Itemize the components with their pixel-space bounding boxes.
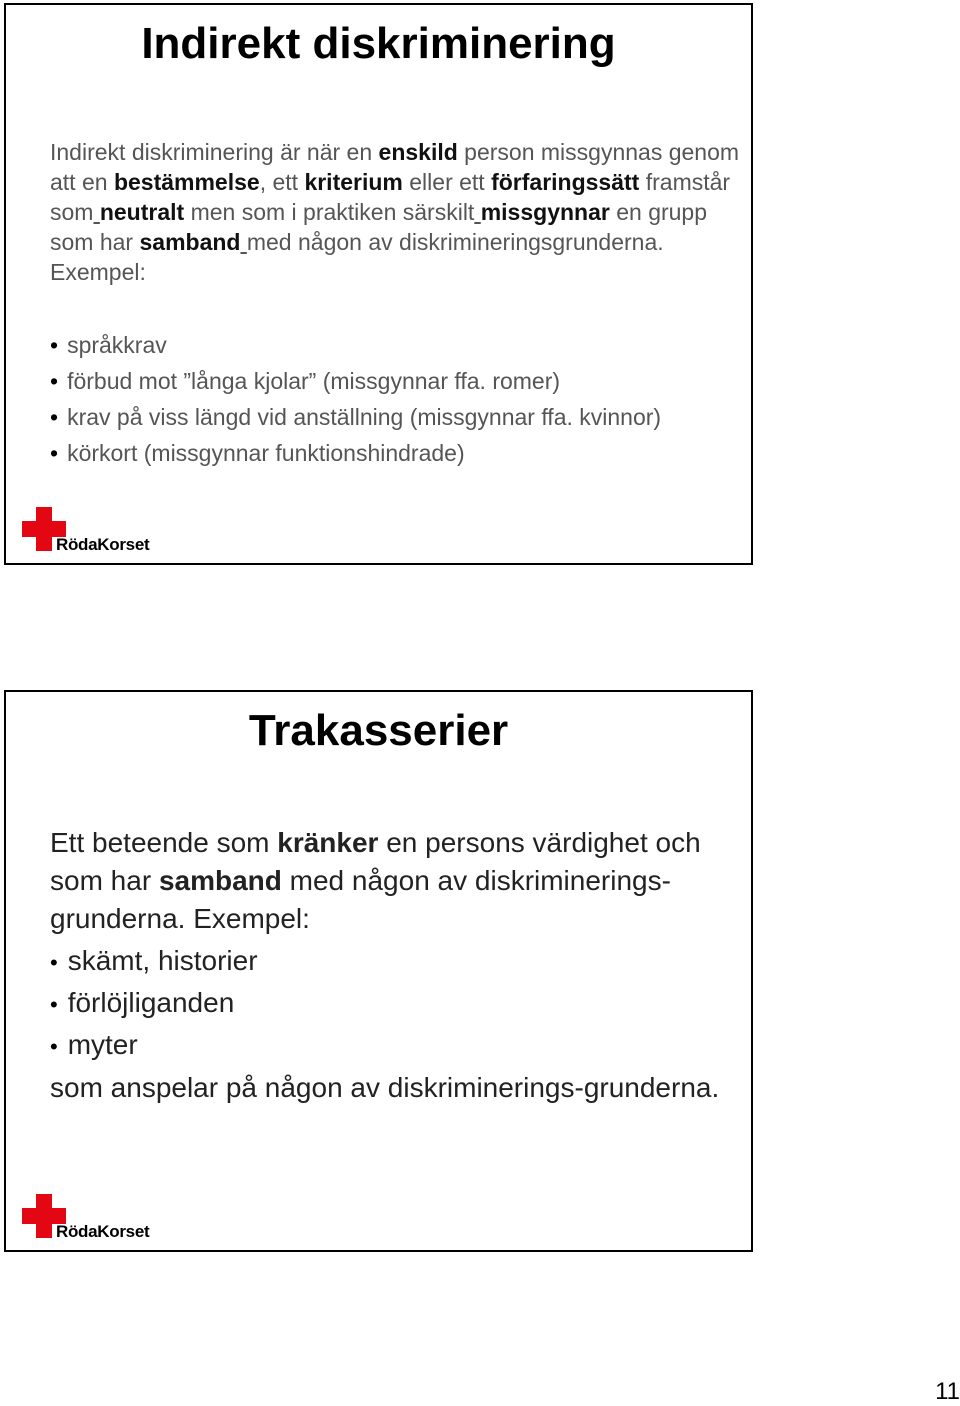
text-run-bold: samband [139, 229, 241, 255]
page-number: 11 [935, 1378, 960, 1405]
slide-title: Trakasserier [248, 706, 509, 755]
slide-trakasserier [4, 690, 753, 1252]
text-run: med någon av diskriminerings-grunderna. Exempel: [50, 865, 671, 934]
list-item: • språkkrav [50, 327, 750, 363]
list-item: • förlöjliganden [50, 982, 750, 1024]
logo-text: RödaKorset [56, 535, 150, 554]
text-run-bold: bestämmelse [113, 169, 260, 195]
list-item: • körkort (missgynnar funktionshindrade) [50, 435, 750, 471]
text-run-bold: missgynnar [480, 199, 610, 225]
example-list [50, 940, 750, 1066]
roda-korset-logo [20, 505, 160, 555]
text-run: en persons värdighet och som har [50, 827, 701, 896]
list-item: • myter [50, 1024, 750, 1066]
list-item: • förbud mot ”långa kjolar” (missgynnar ffa. romer) [50, 363, 750, 399]
text-run-bold: förfaringssätt [491, 169, 640, 195]
text-run-bold: samband [158, 865, 282, 896]
text-run: , ett [259, 169, 305, 195]
example-list [50, 327, 750, 471]
logo-text: RödaKorset [56, 1222, 150, 1241]
text-run: men som i praktiken särskilt [184, 199, 475, 225]
text-run-bold: enskild [378, 139, 458, 165]
text-run: en grupp som har [50, 199, 708, 255]
text-run-bold: kriterium [304, 169, 403, 195]
closing-paragraph: som anspelar på någon av diskriminerings-grunderna. [50, 1072, 720, 1103]
text-run-bold: neutralt [99, 199, 185, 225]
text-run: eller ett [402, 169, 492, 195]
text-run: Indirekt diskriminering är när en [50, 139, 379, 165]
text-run: framstår som [50, 169, 731, 225]
text-run: med någon av diskrimineringsgrunderna. Exempel: [50, 229, 664, 285]
roda-korset-logo [20, 1192, 160, 1242]
definition-paragraph [50, 137, 750, 287]
definition-paragraph [50, 824, 750, 938]
text-run-bold: kränker [277, 827, 379, 858]
list-item: • krav på viss längd vid anställning (missgynnar ffa. kvinnor) [50, 399, 750, 435]
text-run: person missgynnas genom att en [50, 139, 740, 195]
list-item: • skämt, historier [50, 940, 750, 982]
slide-indirekt-diskriminering [4, 3, 753, 565]
slide-title: Indirekt diskriminering [141, 19, 616, 68]
text-run: Ett beteende som [50, 827, 278, 858]
